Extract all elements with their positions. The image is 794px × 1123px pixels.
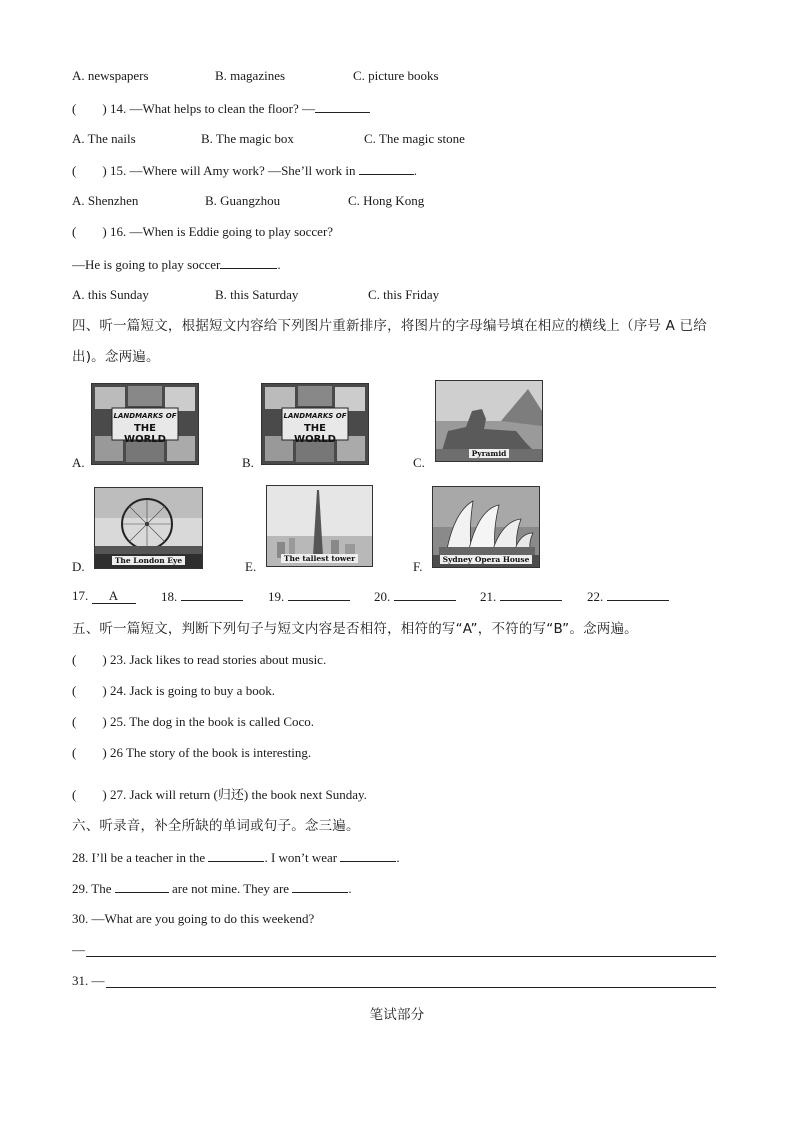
- q14-option-c: C. The magic stone: [364, 131, 465, 146]
- q13-option-b: B. magazines: [215, 68, 286, 83]
- q16-answer-blank[interactable]: [220, 256, 277, 269]
- picture-c-pyramid: [435, 380, 543, 462]
- statement-24: ( ) 24. Jack is going to buy a book.: [72, 683, 275, 698]
- picture-f-sydney-opera-house: [432, 486, 540, 568]
- picture-e-tallest-tower: [266, 485, 373, 567]
- question-31-label: 31. —: [72, 973, 105, 988]
- picture-d-london-eye: [94, 487, 203, 569]
- picture-b-letter: B.: [242, 455, 254, 470]
- statement-27: ( ) 27. Jack will return (归还) the book next Sunday.: [72, 787, 367, 802]
- answer-22-blank[interactable]: [607, 588, 669, 601]
- picture-d-letter: D.: [72, 559, 85, 574]
- q15-option-b: B. Guangzhou: [205, 193, 281, 208]
- picture-f-letter: F.: [413, 559, 423, 574]
- q15-option-c: C. Hong Kong: [348, 193, 425, 208]
- q16-option-b: B. this Saturday: [215, 287, 299, 302]
- q16-option-a: A. this Sunday: [72, 287, 149, 302]
- q14-question: ( ) 14. —What helps to clean the floor? —: [72, 100, 370, 117]
- q29-blank-2[interactable]: [292, 880, 348, 893]
- answer-22: 22.: [587, 588, 669, 605]
- q29-blank-1[interactable]: [115, 880, 169, 893]
- q15-option-a: A. Shenzhen: [72, 193, 139, 208]
- picture-a-banner-line2: THE WORLD: [124, 423, 166, 445]
- q14-option-a: A. The nails: [72, 131, 136, 146]
- picture-b-banner-line2: THE WORLD: [294, 423, 336, 445]
- statement-25: ( ) 25. The dog in the book is called Coco.: [72, 714, 315, 729]
- answer-21-blank[interactable]: [500, 588, 562, 601]
- answer-19: 19.: [268, 588, 350, 605]
- answer-17-blank[interactable]: A: [92, 589, 136, 604]
- picture-a-letter: A.: [72, 455, 85, 470]
- statement-23: ( ) 23. Jack likes to read stories about music.: [72, 652, 327, 667]
- answer-18: 18.: [161, 588, 243, 605]
- section4-title-line2: 出)。念两遍。: [72, 349, 160, 365]
- question-29: 29. The are not mine. They are .: [72, 881, 352, 896]
- written-part-heading: 笔试部分: [369, 1007, 425, 1023]
- q30-answer-line[interactable]: [86, 956, 716, 957]
- q31-answer-line[interactable]: [106, 987, 716, 988]
- question-30: 30. —What are you going to do this weekend?: [72, 911, 315, 926]
- q28-blank-2[interactable]: [340, 849, 396, 862]
- q16-option-c: C. this Friday: [368, 287, 440, 302]
- q28-blank-1[interactable]: [208, 849, 264, 862]
- answer-18-blank[interactable]: [181, 588, 243, 601]
- picture-e-caption: The tallest tower: [267, 554, 372, 563]
- answer-20: 20.: [374, 588, 456, 605]
- picture-a-banner-line1: LANDMARKS OF: [113, 412, 177, 420]
- q13-option-a: A. newspapers: [72, 68, 149, 83]
- picture-d-caption: The London Eye: [95, 556, 202, 565]
- picture-c-caption: Pyramid: [436, 449, 542, 458]
- q16-answer-line: —He is going to play soccer .: [72, 257, 281, 272]
- answer-17: 17. A: [72, 588, 136, 604]
- picture-c-letter: C.: [413, 455, 425, 470]
- section4-title-line1: 四、听一篇短文，根据短文内容给下列图片重新排序，将图片的字母编号填在相应的横线上（序号 A 已给: [72, 318, 707, 334]
- section6-title: 六、听录音，补全所缺的单词或句子。念三遍。: [72, 818, 360, 834]
- answer-20-blank[interactable]: [394, 588, 456, 601]
- picture-a-landmarks: [91, 383, 199, 465]
- picture-b-banner-line1: LANDMARKS OF: [283, 412, 347, 420]
- q30-answer-dash: —: [72, 942, 85, 957]
- section4-answer-row: [72, 588, 722, 606]
- q16-question: ( ) 16. —When is Eddie going to play soccer?: [72, 224, 334, 239]
- picture-e-letter: E.: [245, 559, 257, 574]
- answer-19-blank[interactable]: [288, 588, 350, 601]
- q14-answer-blank[interactable]: [315, 100, 370, 113]
- picture-b-landmarks: [261, 383, 369, 465]
- answer-21: 21.: [480, 588, 562, 605]
- question-28: 28. I’ll be a teacher in the . I won’t wear .: [72, 850, 400, 865]
- section5-title: 五、听一篇短文，判断下列句子与短文内容是否相符，相符的写“A”，不符的写“B”。念两遍。: [72, 621, 638, 637]
- picture-f-caption: Sydney Opera House: [433, 555, 539, 564]
- q15-question: ( ) 15. —Where will Amy work? —She’ll work in .: [72, 163, 417, 178]
- q13-option-c: C. picture books: [353, 68, 439, 83]
- q15-answer-blank[interactable]: [359, 162, 414, 175]
- q14-option-b: B. The magic box: [201, 131, 294, 146]
- statement-26: ( ) 26 The story of the book is interesting.: [72, 745, 312, 760]
